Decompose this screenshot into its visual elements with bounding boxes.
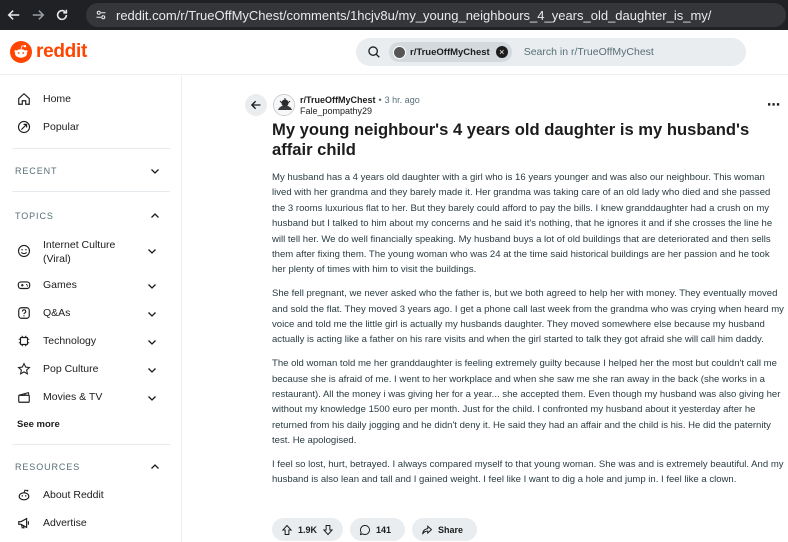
- resources-section-header[interactable]: [15, 462, 160, 472]
- sidebar-item-label: Movies & TV: [43, 391, 103, 403]
- see-more-link[interactable]: See more: [17, 419, 60, 430]
- sidebar-item-label: Games: [43, 279, 77, 291]
- megaphone-icon: [17, 516, 31, 530]
- sidebar-item-home[interactable]: [17, 92, 71, 106]
- search-chip-label: r/TrueOffMyChest: [410, 46, 490, 58]
- divider: [12, 191, 170, 192]
- sidebar-item-label: Internet Culture (Viral): [43, 239, 116, 265]
- chevron-down-icon[interactable]: [147, 281, 157, 291]
- search-input[interactable]: Search in r/TrueOffMyChest: [523, 46, 654, 58]
- subreddit-icon[interactable]: [273, 94, 295, 116]
- topic-movies-tv[interactable]: [17, 390, 102, 404]
- topics-section-header[interactable]: [15, 211, 160, 221]
- divider: [12, 148, 170, 149]
- reddit-alien-icon: [17, 488, 31, 502]
- subreddit-link[interactable]: r/TrueOffMyChest: [300, 95, 376, 105]
- arrow-right-icon: [31, 8, 45, 22]
- logo-text: reddit: [36, 41, 87, 62]
- chevron-down-icon: [150, 166, 160, 176]
- search-icon: [367, 45, 381, 59]
- star-icon: [17, 362, 31, 376]
- post-paragraph: The old woman told me her granddaughter is feeling extremely guilty because I helped her the most but couldn't call me because she is afraid of me. I went to her workplace and when she saw me she ran away in the back (she works in a restaurant). All the money i was giving her for a year... she accepted them. Even though my husband was also giving her without my knowledge 1500 euro per month. Just for the child. I confronted my husband about it yesterday after he returned from his daily jogging and he didn't deny it. He said they had an affair and the child is his. He did the paternity test. He apologised.: [272, 358, 781, 447]
- trending-icon: [17, 120, 31, 134]
- chevron-down-icon[interactable]: [147, 309, 157, 319]
- browser-toolbar: [0, 0, 788, 30]
- section-label: RECENT: [15, 166, 58, 176]
- section-label: RESOURCES: [15, 462, 81, 472]
- sidebar-item-label: Q&As: [43, 307, 71, 319]
- vote-control: [272, 518, 343, 541]
- post-title: My young neighbour's 4 years old daughter is my husband's affair child: [272, 120, 750, 159]
- post-paragraph: She fell pregnant, we never asked who the father is, but we both agreed to help her with money. They eventually moved and sold the flat. They moved 3 years ago. I get a phone call last week from the grandma who was crying when heard my voice and told me the little girl is actually my husbands daughter. They moved somewhere else because my husband actually is acting like a father on his rare visits and when the girl started to talk they got afraid she will call him daddy.: [272, 288, 784, 346]
- url-text: reddit.com/r/TrueOffMyChest/comments/1hcjv8u/my_young_neighbours_4_years_old_daughter_is_my/: [116, 7, 712, 23]
- comment-icon: [359, 524, 371, 536]
- share-label: Share: [438, 524, 464, 535]
- upvote-icon[interactable]: [281, 524, 293, 536]
- reddit-header: [0, 30, 788, 75]
- home-icon: [17, 92, 31, 106]
- author-link[interactable]: Fale_pompathy29: [300, 106, 373, 116]
- chevron-up-icon: [150, 211, 160, 221]
- sidebar-item-label: About Reddit: [43, 489, 104, 501]
- comment-count: 141: [376, 524, 392, 535]
- share-icon: [421, 524, 433, 536]
- search-bar[interactable]: [356, 38, 746, 66]
- site-info-icon[interactable]: [90, 4, 112, 26]
- topic-games[interactable]: [17, 278, 77, 292]
- back-button[interactable]: [245, 94, 267, 116]
- search-scope-chip[interactable]: [389, 42, 512, 62]
- address-bar[interactable]: [86, 3, 786, 27]
- post-paragraph: My husband has a 4 years old daughter with a girl who is 16 years younger and was also our neighbour. This woman lived with her grandma and they barely made it. Her grandma was taking care of an old lady who died and she passed the 3 rooms luxurious flat to her. But they barely could afford to pay the bills. I knew granddaughter had a crush on my husband but I talked to him about my concerns and he said it's nothing, that he ignores it and if she crosses the line he will tell her. We do well financially speaking. My husband buys a lot of old buildings that are deteriorated and then sells them after fixing them. The young woman who was 24 at the time said historical buildings are her passion and he took her plenty of times with him to visit the buildings.: [272, 172, 773, 276]
- topic-pop-culture[interactable]: [17, 362, 98, 376]
- reddit-logo[interactable]: [10, 41, 87, 63]
- question-icon: [17, 306, 31, 320]
- gamepad-icon: [17, 278, 31, 292]
- chevron-down-icon[interactable]: [147, 337, 157, 347]
- left-sidebar: [0, 76, 182, 542]
- reload-icon: [55, 8, 69, 22]
- post-paragraph: I feel so lost, hurt, betrayed. I always compared myself to that young woman. She was and is extremely beautiful. And my husband is also lean and tall and I gained weight. I feel like I want to dig a hole and jump in. I feel like a clown.: [272, 459, 784, 486]
- section-label: TOPICS: [15, 211, 54, 221]
- share-button[interactable]: [412, 518, 477, 541]
- vote-count: 1.9K: [298, 524, 318, 535]
- chevron-up-icon: [150, 462, 160, 472]
- sidebar-item-label: Home: [43, 93, 72, 105]
- post-time: 3 hr. ago: [384, 95, 420, 105]
- separator: •: [378, 95, 382, 105]
- sidebar-item-label: Advertise: [43, 517, 87, 529]
- downvote-icon[interactable]: [322, 524, 334, 536]
- subreddit-avatar: [393, 46, 406, 59]
- smiley-icon: [17, 244, 31, 258]
- topic-qas[interactable]: [17, 306, 70, 320]
- post-body: [272, 170, 784, 496]
- clapperboard-icon: [17, 390, 31, 404]
- browser-back-button[interactable]: [2, 3, 26, 27]
- chevron-down-icon[interactable]: [147, 246, 157, 256]
- sidebar-item-label: Technology: [43, 335, 97, 347]
- sidebar-item-advertise[interactable]: [17, 516, 87, 530]
- divider: [12, 444, 170, 445]
- chevron-down-icon[interactable]: [147, 393, 157, 403]
- browser-forward-button[interactable]: [26, 3, 50, 27]
- topic-internet-culture[interactable]: [17, 238, 115, 266]
- sidebar-item-popular[interactable]: [17, 120, 79, 134]
- post-actions: [272, 518, 484, 541]
- more-options-icon[interactable]: ⋯: [767, 97, 781, 112]
- chip-icon: [17, 334, 31, 348]
- browser-reload-button[interactable]: [50, 3, 74, 27]
- recent-section-header[interactable]: [15, 166, 160, 176]
- sidebar-item-label: Pop Culture: [43, 363, 99, 375]
- post-meta: [300, 95, 420, 105]
- arrow-left-icon: [250, 99, 262, 111]
- reddit-snoo-icon: [10, 41, 32, 63]
- topic-technology[interactable]: [17, 334, 96, 348]
- arrow-left-icon: [7, 8, 21, 22]
- sidebar-item-about-reddit[interactable]: [17, 488, 104, 502]
- sidebar-item-label: Popular: [43, 121, 80, 133]
- close-icon[interactable]: ×: [496, 46, 508, 58]
- chevron-down-icon[interactable]: [147, 365, 157, 375]
- comments-button[interactable]: [350, 518, 405, 541]
